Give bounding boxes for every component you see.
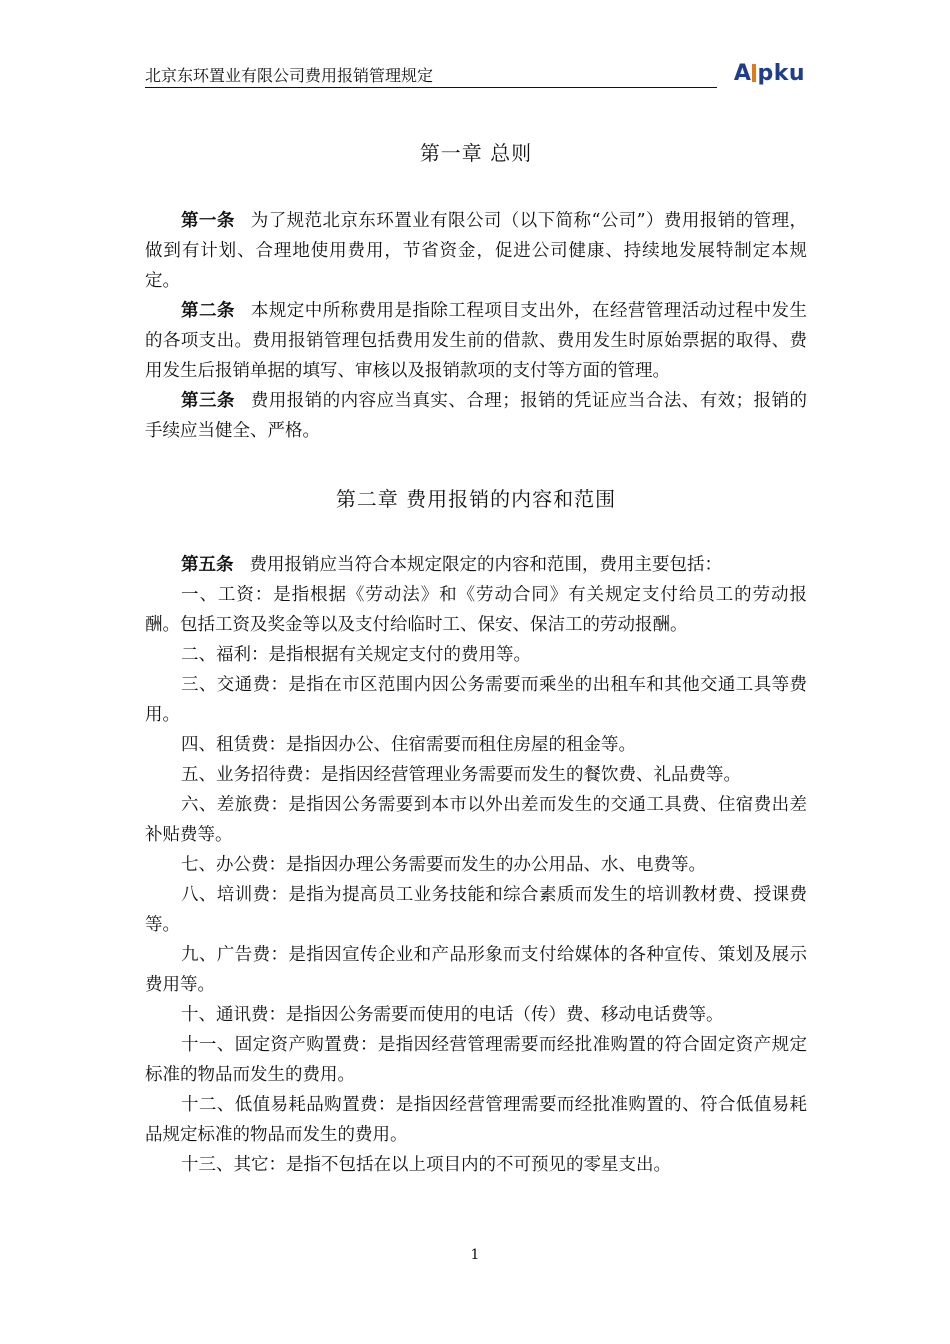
article-label: 第二条 xyxy=(181,301,235,321)
list-item: 十三、其它：是指不包括在以上项目内的不可预见的零星支出。 xyxy=(181,1155,671,1175)
company-logo xyxy=(734,62,805,86)
article-text: 费用报销应当符合本规定限定的内容和范围，费用主要包括： xyxy=(249,555,722,575)
list-item: 六、差旅费：是指因公务需要到本市以外出差而发生的交通工具费、住宿费出差补贴费等。 xyxy=(145,795,807,845)
article-text: 费用报销的内容应当真实、合理；报销的凭证应当合法、有效；报销的手续应当健全、严格。 xyxy=(145,391,808,441)
list-item: 二、福利：是指根据有关规定支付的费用等。 xyxy=(181,645,531,665)
list-item: 七、办公费：是指因办理公务需要而发生的办公用品、水、电费等。 xyxy=(181,855,706,875)
list-item: 十、通讯费：是指因公务需要而使用的电话（传）费、移动电话费等。 xyxy=(181,1005,724,1025)
header-rule xyxy=(145,87,717,88)
article-label: 第三条 xyxy=(181,391,235,411)
page-header xyxy=(145,61,805,88)
page-number: 1 xyxy=(470,1247,480,1263)
article-label: 第一条 xyxy=(181,211,235,231)
article-1 xyxy=(145,206,807,296)
list-item: 八、培训费：是指为提高员工业务技能和综合素质而发生的培训教材费、授课费等。 xyxy=(145,885,807,935)
list-item: 五、业务招待费：是指因经营管理业务需要而发生的餐饮费、礼品费等。 xyxy=(181,765,741,785)
chapter1-title: 第一章 总则 xyxy=(419,141,533,165)
article-label: 第五条 xyxy=(181,555,234,575)
list-item: 四、租赁费：是指因办公、住宿需要而租住房屋的租金等。 xyxy=(181,735,636,755)
article-text: 为了规范北京东环置业有限公司（以下简称“公司”）费用报销的管理，做到有计划、合理地使用费用，节省资金，促进公司健康、持续地发展特制定本规定。 xyxy=(145,211,807,291)
logo-l-mark xyxy=(752,64,756,82)
list-item: 三、交通费：是指在市区范围内因公务需要而乘坐的出租车和其他交通工具等费用。 xyxy=(145,675,807,725)
article-text: 本规定中所称费用是指除工程项目支出外，在经营管理活动过程中发生的各项支出。费用报销管理包括费用发生前的借款、费用发生时原始票据的取得、费用发生后报销单据的填写、审核以及报销款项的支付等方面的管理。 xyxy=(145,301,808,381)
article-2 xyxy=(145,296,807,386)
list-item: 十二、低值易耗品购置费：是指因经营管理需要而经批准购置的、符合低值易耗品规定标准的物品而发生的费用。 xyxy=(145,1095,807,1145)
chapter2-title: 第二章 费用报销的内容和范围 xyxy=(335,487,617,511)
logo-left: A xyxy=(733,61,752,86)
header-title: 北京东环置业有限公司费用报销管理规定 xyxy=(145,66,434,85)
list-item: 九、广告费：是指因宣传企业和产品形象而支付给媒体的各种宣传、策划及展示费用等。 xyxy=(145,945,807,995)
logo-right: pku xyxy=(757,61,805,86)
article-3 xyxy=(145,386,807,446)
list-item: 一、工资：是指根据《劳动法》和《劳动合同》有关规定支付给员工的劳动报酬。包括工资及奖金等以及支付给临时工、保安、保洁工的劳动报酬。 xyxy=(145,585,807,635)
list-item: 十一、固定资产购置费：是指因经营管理需要而经批准购置的符合固定资产规定标准的物品而发生的费用。 xyxy=(145,1035,807,1085)
article-5 xyxy=(145,550,807,580)
document-body xyxy=(145,140,807,1180)
